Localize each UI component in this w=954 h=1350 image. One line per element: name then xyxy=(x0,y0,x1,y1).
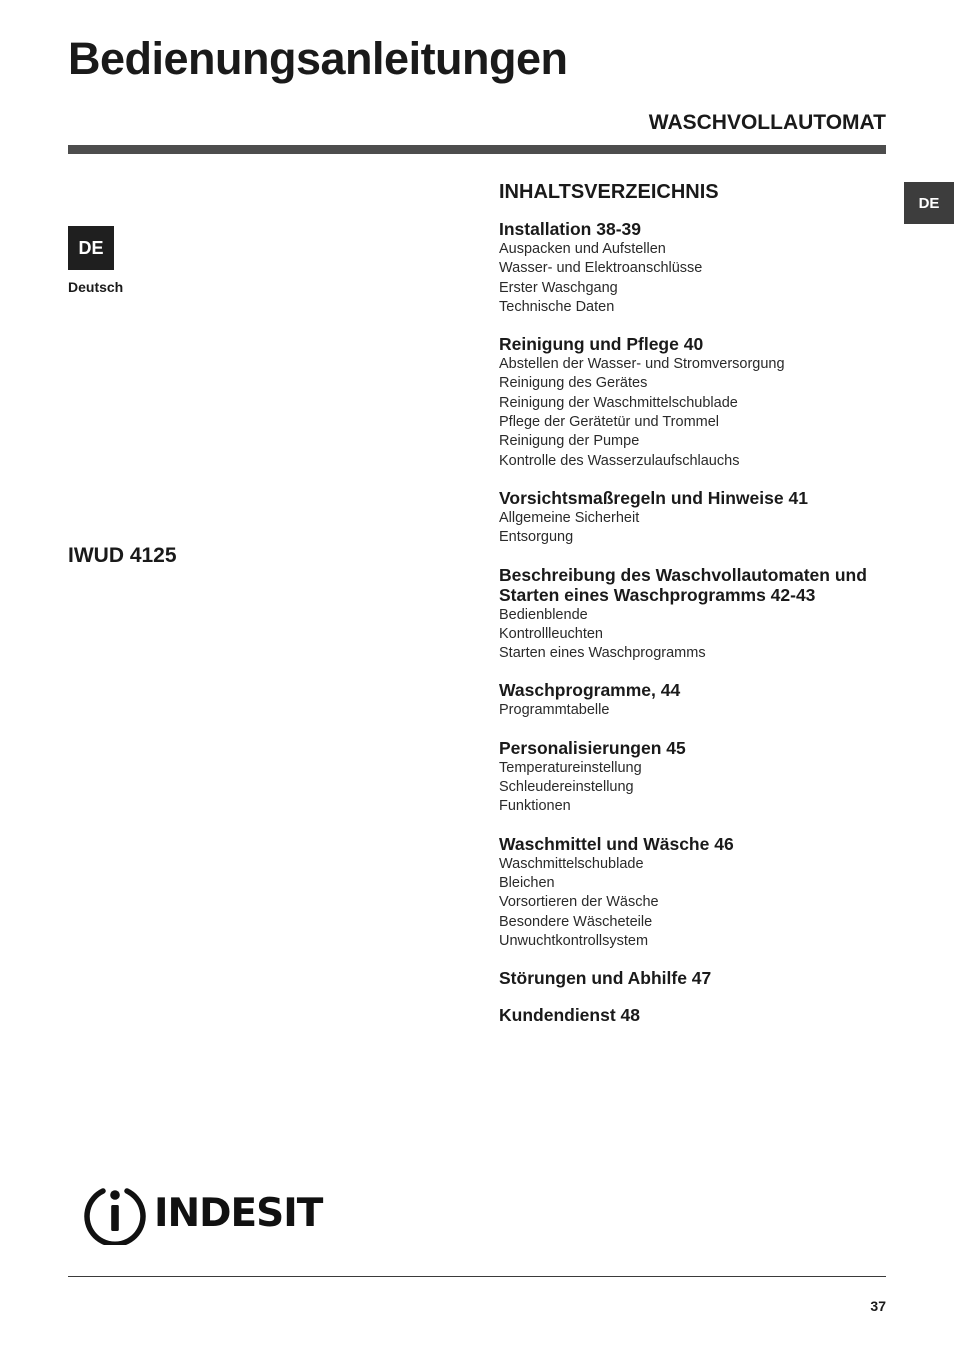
toc-item: Reinigung des Gerätes xyxy=(499,375,648,392)
toc-section-title: Beschreibung des Waschvollautomaten und Starten eines Waschprogramms 42-43 xyxy=(499,564,867,605)
toc-item: Funktionen xyxy=(499,798,571,815)
language-side-tab: DE xyxy=(904,182,954,224)
toc-item: Reinigung der Waschmittelschublade xyxy=(499,394,738,411)
toc-section-title: Waschprogramme, 44 xyxy=(499,680,681,701)
toc-section-title: Reinigung und Pflege 40 xyxy=(499,334,704,355)
toc-section xyxy=(499,488,889,548)
language-name: Deutsch xyxy=(68,279,124,295)
toc-item: Kontrollleuchten xyxy=(499,625,603,642)
toc-section-title: Personalisierungen 45 xyxy=(499,737,686,758)
toc-section xyxy=(499,334,889,471)
toc-item: Erster Waschgang xyxy=(499,279,618,296)
toc-item: Temperatureinstellung xyxy=(499,759,642,776)
toc-section-title: Waschmittel und Wäsche 46 xyxy=(499,833,734,854)
toc-section xyxy=(499,738,889,817)
toc-section xyxy=(499,968,889,988)
model-number: IWUD 4125 xyxy=(68,544,177,567)
toc-section-list xyxy=(499,219,889,1025)
table-of-contents xyxy=(499,178,889,1042)
toc-section xyxy=(499,1005,889,1025)
indesit-logo-icon xyxy=(84,1183,146,1245)
toc-section-title: Störungen und Abhilfe 47 xyxy=(499,968,712,989)
page-number: 37 xyxy=(870,1298,886,1314)
toc-section xyxy=(499,565,889,664)
toc-heading: INHALTSVERZEICHNIS xyxy=(499,181,719,203)
toc-item: Auspacken und Aufstellen xyxy=(499,241,666,257)
toc-item: Bleichen xyxy=(499,874,555,891)
toc-section xyxy=(499,680,889,720)
footer-divider xyxy=(68,1276,886,1277)
page-title: Bedienungsanleitungen xyxy=(68,33,568,84)
header-divider xyxy=(68,145,886,154)
toc-item: Vorsortieren der Wäsche xyxy=(499,894,659,911)
toc-section-title: Vorsichtsmaßregeln und Hinweise 41 xyxy=(499,487,808,508)
toc-section xyxy=(499,219,889,317)
toc-item: Schleudereinstellung xyxy=(499,779,634,796)
toc-item: Kontrolle des Wasserzulaufschlauchs xyxy=(499,452,740,469)
brand-name: INDESIT xyxy=(154,1191,323,1236)
toc-item: Bedienblende xyxy=(499,606,588,623)
toc-item: Starten eines Waschprogramms xyxy=(499,645,706,662)
toc-section xyxy=(499,834,889,951)
toc-item: Wasser- und Elektroanschlüsse xyxy=(499,260,703,277)
toc-item: Pflege der Gerätetür und Trommel xyxy=(499,414,720,431)
language-badge: DE xyxy=(68,226,114,270)
brand-logo xyxy=(84,1183,322,1245)
toc-item: Unwuchtkontrollsystem xyxy=(499,932,649,949)
toc-item: Besondere Wäscheteile xyxy=(499,913,653,930)
toc-item: Allgemeine Sicherheit xyxy=(499,509,640,526)
toc-item: Abstellen der Wasser- und Stromversorgung xyxy=(499,356,785,373)
product-type: WASCHVOLLAUTOMAT xyxy=(648,111,886,134)
toc-section-title: Installation 38-39 xyxy=(499,219,641,239)
toc-section-title: Kundendienst 48 xyxy=(499,1005,640,1026)
toc-item: Technische Daten xyxy=(499,298,615,315)
toc-item: Waschmittelschublade xyxy=(499,855,644,872)
toc-item: Entsorgung xyxy=(499,529,574,546)
toc-item: Programmtabelle xyxy=(499,702,610,719)
toc-item: Reinigung der Pumpe xyxy=(499,433,640,450)
